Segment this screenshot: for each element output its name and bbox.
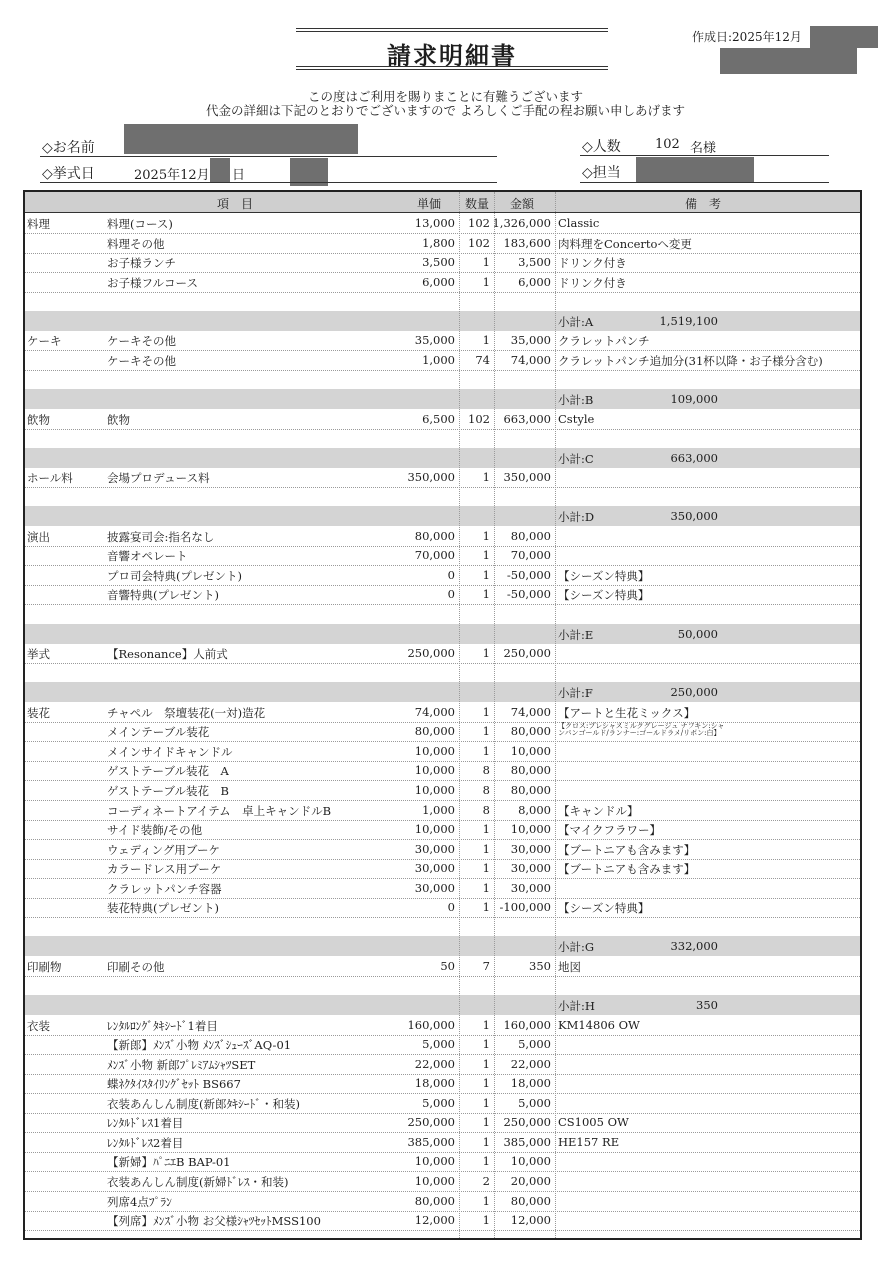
table-row (25, 1073, 860, 1094)
item-cell: メインサイドキャンドル (107, 744, 233, 759)
people-underline (580, 155, 829, 156)
qty-cell: 1 (482, 841, 490, 856)
qty-cell: 1 (482, 646, 490, 661)
note-cell: クラレットパンチ追加分(31杯以降・お子様分含む) (558, 353, 823, 368)
redaction-block (124, 124, 358, 154)
item-cell: ケーキその他 (107, 353, 176, 368)
price-cell: 10,000 (414, 782, 455, 797)
item-cell: お子様フルコース (107, 275, 198, 290)
category-cell: 装花 (27, 705, 50, 720)
note-cell: 【キャンドル】 (558, 803, 639, 818)
page-title: 請求明細書 (387, 41, 517, 70)
item-cell: 披露宴司会:指名なし (107, 529, 215, 544)
price-cell: 385,000 (407, 1134, 455, 1149)
note-cell: 地図 (558, 959, 581, 974)
amount-cell: -50,000 (506, 567, 551, 582)
amount-cell: 30,000 (510, 841, 551, 856)
item-cell: 衣装あんしん制度(新郎ﾀｷｼｰﾄﾞ・和装) (107, 1096, 300, 1111)
qty-cell: 1 (482, 587, 490, 602)
table-row (25, 1112, 860, 1133)
item-cell: 会場プロデュース料 (107, 471, 210, 486)
note-cell: 【ブートニアも含みます】 (558, 862, 696, 877)
amount-cell: 6,000 (518, 274, 551, 289)
price-cell: 10,000 (414, 743, 455, 758)
note-cell: 【マイクフラワー】 (558, 823, 662, 838)
table-row (25, 1093, 860, 1114)
price-cell: 3,500 (422, 255, 455, 270)
amount-cell: -100,000 (499, 900, 551, 915)
table-row (25, 897, 860, 918)
redaction-block (720, 48, 857, 74)
qty-cell: 1 (482, 1115, 490, 1130)
table-row (25, 839, 860, 860)
price-cell: 160,000 (407, 1017, 455, 1032)
price-cell: 80,000 (414, 724, 455, 739)
item-cell: 装花特典(プレゼント) (107, 901, 220, 916)
table-row (25, 1171, 860, 1192)
subtotal-row (25, 448, 860, 468)
blank-row (25, 487, 860, 508)
table-row (25, 819, 860, 840)
qty-cell: 1 (482, 724, 490, 739)
amount-cell: 8,000 (518, 802, 551, 817)
price-cell: 22,000 (414, 1056, 455, 1071)
qty-cell: 1 (482, 1037, 490, 1052)
item-cell: ゲストテーブル装花 A (107, 764, 229, 779)
amount-cell: 35,000 (510, 333, 551, 348)
subtotal-value: 663,000 (670, 450, 718, 465)
table-row (25, 233, 860, 254)
item-cell: 蝶ﾈｸﾀｲｽﾀｲﾘﾝｸﾞｾｯﾄ BS667 (107, 1077, 241, 1092)
amount-cell: 12,000 (510, 1213, 551, 1228)
header-price: 単価 (417, 197, 442, 211)
price-cell: 80,000 (414, 528, 455, 543)
category-cell: 料理 (27, 217, 50, 231)
blank-row (25, 369, 860, 390)
price-cell: 80,000 (414, 1193, 455, 1208)
table-row (25, 545, 860, 566)
note-cell: 肉料理をConcertoへ変更 (558, 236, 692, 251)
qty-cell: 1 (482, 1095, 490, 1110)
price-cell: 250,000 (407, 646, 455, 661)
price-cell: 1,800 (422, 235, 455, 250)
price-cell: 6,500 (422, 411, 455, 426)
qty-cell: 1 (482, 528, 490, 543)
qty-cell: 1 (482, 704, 490, 719)
amount-cell: 385,000 (503, 1134, 551, 1149)
table-row (25, 760, 860, 781)
price-cell: 12,000 (414, 1213, 455, 1228)
item-cell: カラードレス用ブーケ (107, 862, 222, 877)
table-row (25, 1015, 860, 1036)
redaction-block (810, 26, 878, 48)
amount-cell: 160,000 (503, 1017, 551, 1032)
subtotal-row (25, 682, 860, 702)
price-cell: 13,000 (414, 216, 455, 230)
table-row (25, 956, 860, 977)
amount-cell: 350 (529, 958, 551, 973)
redaction-block (210, 158, 230, 182)
amount-cell: 250,000 (503, 646, 551, 661)
blank-row (25, 917, 860, 938)
amount-cell: 3,500 (518, 255, 551, 270)
price-cell: 5,000 (422, 1095, 455, 1110)
staff-underline (580, 182, 829, 183)
category-cell: 飲物 (27, 412, 50, 427)
column-divider (494, 192, 495, 1238)
price-cell: 0 (447, 900, 455, 915)
amount-cell: 18,000 (510, 1076, 551, 1091)
blank-row (25, 975, 860, 996)
title-rule-bottom-2 (296, 69, 608, 70)
qty-cell: 1 (482, 1076, 490, 1091)
subtotal-label: 小計:D (558, 510, 595, 525)
table-row (25, 1151, 860, 1172)
item-cell: 【新婦】ﾊﾟﾆｴB BAP-01 (107, 1155, 231, 1170)
subtotal-row (25, 311, 860, 331)
table-row (25, 741, 860, 762)
qty-cell: 1 (482, 470, 490, 485)
subtotal-row (25, 389, 860, 409)
table-row (25, 800, 860, 821)
price-cell: 350,000 (407, 470, 455, 485)
subtotal-value: 350 (696, 998, 718, 1012)
table-row (25, 1054, 860, 1075)
table-row (25, 878, 860, 899)
note-cell: 【シーズン特典】 (558, 901, 650, 916)
table-row (25, 1034, 860, 1055)
amount-cell: 10,000 (510, 822, 551, 837)
table-header (25, 192, 860, 213)
header-qty: 数量 (465, 197, 490, 211)
item-cell: 料理その他 (107, 236, 165, 251)
qty-cell: 1 (482, 1193, 490, 1208)
table-row (25, 780, 860, 801)
table-row (25, 858, 860, 879)
column-divider (555, 192, 556, 1238)
item-cell: 【Resonance】人前式 (107, 647, 228, 662)
amount-cell: 663,000 (503, 411, 551, 426)
table-row (25, 702, 860, 723)
amount-cell: 22,000 (510, 1056, 551, 1071)
table-row (25, 252, 860, 273)
redaction-block (636, 157, 754, 183)
subtotal-label: 小計:B (558, 392, 594, 407)
qty-cell: 1 (482, 548, 490, 563)
price-cell: 30,000 (414, 841, 455, 856)
note-cell: 【ブートニアも含みます】 (558, 842, 696, 857)
amount-cell: 5,000 (518, 1037, 551, 1052)
subtotal-label: 小計:F (558, 686, 593, 701)
qty-cell: 1 (482, 900, 490, 915)
table-row (25, 330, 860, 351)
qty-cell: 1 (482, 1017, 490, 1032)
note-cell: 【クロス:プレシャスミルクグレージュ ナフキン:シャンパンゴールド/ランナー:ゴールドラメ/リボン:白】 (558, 722, 725, 738)
table-row (25, 409, 860, 430)
subtotal-row (25, 995, 860, 1015)
amount-cell: 70,000 (510, 548, 551, 563)
price-cell: 0 (447, 587, 455, 602)
subtotal-value: 50,000 (677, 626, 718, 641)
subtotal-value: 250,000 (670, 685, 718, 700)
category-cell: 印刷物 (27, 959, 62, 974)
amount-cell: 10,000 (510, 1154, 551, 1169)
qty-cell: 8 (482, 763, 490, 778)
invoice-table (23, 190, 862, 1240)
item-cell: 【新郎】ﾒﾝｽﾞ小物 ﾒﾝｽﾞｼｭｰｽﾞAQ-01 (107, 1038, 292, 1053)
amount-cell: 80,000 (510, 782, 551, 797)
staff-label: ◇担当 (582, 165, 621, 181)
people-unit: 名様 (690, 141, 717, 156)
price-cell: 10,000 (414, 1173, 455, 1188)
item-cell: 印刷その他 (107, 959, 165, 974)
item-cell: ウェディング用ブーケ (107, 842, 221, 857)
table-row (25, 565, 860, 586)
item-cell: 【列席】ﾒﾝｽﾞ小物 お父様ｼｬﾂｾｯﾄMSS100 (107, 1214, 321, 1229)
amount-cell: 5,000 (518, 1095, 551, 1110)
amount-cell: 80,000 (510, 724, 551, 739)
amount-cell: -50,000 (506, 587, 551, 602)
subtotal-row (25, 506, 860, 526)
amount-cell: 183,600 (503, 235, 551, 250)
qty-cell: 74 (475, 352, 490, 367)
item-cell: プロ司会特典(プレゼント) (107, 568, 243, 583)
amount-cell: 30,000 (510, 861, 551, 876)
subtotal-label: 小計:A (558, 314, 594, 329)
item-cell: コーディネートアイテム 卓上キャンドルB (107, 803, 332, 818)
blank-row (25, 604, 860, 625)
price-cell: 6,000 (422, 274, 455, 289)
note-cell: ドリンク付き (558, 256, 627, 271)
amount-cell: 80,000 (510, 1193, 551, 1208)
price-cell: 10,000 (414, 1154, 455, 1169)
ceremony-date-suffix: 日 (232, 168, 246, 183)
note-cell: 【シーズン特典】 (558, 568, 650, 583)
qty-cell: 102 (468, 235, 490, 250)
note-cell: 【アートと生花ミックス】 (558, 705, 696, 720)
qty-cell: 1 (482, 1056, 490, 1071)
item-cell: クラレットパンチ容器 (107, 881, 222, 896)
price-cell: 35,000 (414, 333, 455, 348)
intro-line-2: 代金の詳細は下記のとおりでございますので よろしくご手配の程お願い申しあげます (206, 103, 685, 118)
blank-row (25, 291, 860, 312)
item-cell: ﾒﾝｽﾞ小物 新郎ﾌﾟﾚﾐｱﾑｼｬﾂSET (107, 1057, 256, 1072)
note-cell: Cstyle (558, 411, 595, 426)
table-row (25, 213, 860, 234)
price-cell: 30,000 (414, 861, 455, 876)
subtotal-label: 小計:C (558, 451, 594, 466)
price-cell: 10,000 (414, 822, 455, 837)
subtotal-value: 109,000 (670, 391, 718, 406)
subtotal-row (25, 936, 860, 956)
qty-cell: 1 (482, 333, 490, 348)
price-cell: 5,000 (422, 1037, 455, 1052)
name-label: ◇お名前 (42, 140, 95, 156)
note-cell: HE157 RE (558, 1134, 620, 1149)
item-cell: ﾚﾝﾀﾙﾄﾞﾚｽ2着目 (107, 1135, 184, 1150)
subtotal-value: 1,519,100 (659, 313, 718, 328)
item-cell: 列席4点ﾌﾟﾗﾝ (107, 1194, 172, 1209)
ceremony-date-prefix: 2025年12月 (134, 168, 210, 183)
qty-cell: 1 (482, 822, 490, 837)
category-cell: 演出 (27, 529, 50, 544)
qty-cell: 1 (482, 255, 490, 270)
subtotal-row (25, 624, 860, 644)
price-cell: 50 (440, 958, 455, 973)
title-rule-bottom (296, 66, 608, 67)
header-item: 項 目 (217, 197, 254, 211)
subtotal-value: 332,000 (670, 939, 718, 954)
subtotal-label: 小計:E (558, 627, 594, 642)
blank-row (25, 663, 860, 684)
qty-cell: 1 (482, 1154, 490, 1169)
price-cell: 74,000 (414, 704, 455, 719)
amount-cell: 250,000 (503, 1115, 551, 1130)
date-underline (40, 182, 497, 183)
qty-cell: 1 (482, 1134, 490, 1149)
note-cell: Classic (558, 216, 600, 230)
item-cell: ﾚﾝﾀﾙﾄﾞﾚｽ1着目 (107, 1116, 184, 1131)
qty-cell: 2 (482, 1173, 490, 1188)
amount-cell: 74,000 (510, 704, 551, 719)
table-row (25, 350, 860, 371)
table-row (25, 467, 860, 488)
qty-cell: 7 (482, 958, 490, 973)
amount-cell: 30,000 (510, 880, 551, 895)
header-note: 備 考 (685, 197, 722, 211)
ceremony-date-label: ◇挙式日 (42, 166, 95, 182)
subtotal-label: 小計:G (558, 940, 595, 955)
item-cell: サイド装飾/その他 (107, 823, 203, 838)
price-cell: 30,000 (414, 880, 455, 895)
amount-cell: 10,000 (510, 743, 551, 758)
qty-cell: 1 (482, 1213, 490, 1228)
category-cell: 挙式 (27, 647, 50, 662)
subtotal-label: 小計:H (558, 999, 595, 1013)
item-cell: お子様ランチ (107, 256, 176, 271)
people-label: ◇人数 (582, 139, 621, 155)
item-cell: チャペル 祭壇装花(一対)造花 (107, 705, 266, 720)
note-cell: 【シーズン特典】 (558, 588, 650, 603)
price-cell: 250,000 (407, 1115, 455, 1130)
table-row (25, 272, 860, 293)
name-underline (40, 156, 497, 157)
blank-row (25, 428, 860, 449)
price-cell: 1,000 (422, 352, 455, 367)
subtotal-value: 350,000 (670, 509, 718, 524)
amount-cell: 80,000 (510, 763, 551, 778)
item-cell: 音響オペレート (107, 549, 188, 564)
qty-cell: 8 (482, 782, 490, 797)
price-cell: 70,000 (414, 548, 455, 563)
item-cell: 飲物 (107, 412, 130, 427)
table-row (25, 721, 860, 742)
header-amount: 金額 (510, 197, 535, 211)
qty-cell: 1 (482, 880, 490, 895)
qty-cell: 102 (468, 216, 490, 230)
category-cell: ホール料 (27, 471, 73, 486)
amount-cell: 20,000 (510, 1173, 551, 1188)
price-cell: 10,000 (414, 763, 455, 778)
qty-cell: 1 (482, 743, 490, 758)
price-cell: 1,000 (422, 802, 455, 817)
title-rule-top (296, 28, 608, 29)
qty-cell: 8 (482, 802, 490, 817)
item-cell: ﾚﾝﾀﾙﾛﾝｸﾞﾀｷｼｰﾄﾞ1着目 (107, 1018, 218, 1033)
amount-cell: 1,326,000 (492, 216, 551, 230)
price-cell: 0 (447, 567, 455, 582)
created-date: 作成日:2025年12月 (692, 30, 802, 44)
table-row (25, 1132, 860, 1153)
item-cell: ケーキその他 (107, 334, 176, 349)
price-cell: 18,000 (414, 1076, 455, 1091)
item-cell: 音響特典(プレゼント) (107, 588, 220, 603)
item-cell: 衣装あんしん制度(新婦ﾄﾞﾚｽ・和装) (107, 1174, 289, 1189)
note-cell: KM14806 OW (558, 1017, 640, 1032)
qty-cell: 1 (482, 274, 490, 289)
amount-cell: 80,000 (510, 528, 551, 543)
table-row (25, 643, 860, 664)
category-cell: 衣装 (27, 1018, 50, 1033)
amount-cell: 350,000 (503, 470, 551, 485)
column-divider (459, 192, 460, 1238)
note-cell: CS1005 OW (558, 1115, 629, 1130)
note-cell: ドリンク付き (558, 275, 627, 290)
item-cell: メインテーブル装花 (107, 725, 210, 740)
table-row (25, 1191, 860, 1212)
item-cell: 料理(コース) (107, 217, 173, 231)
amount-cell: 74,000 (510, 352, 551, 367)
table-row (25, 584, 860, 605)
note-cell: クラレットパンチ (558, 334, 650, 349)
table-row (25, 1210, 860, 1231)
qty-cell: 1 (482, 861, 490, 876)
category-cell: ケーキ (27, 334, 62, 349)
title-rule-top-2 (296, 31, 608, 32)
intro-line-1: この度はご利用を賜りまことに有難うございます (307, 89, 583, 104)
item-cell: ゲストテーブル装花 B (107, 783, 229, 798)
qty-cell: 1 (482, 567, 490, 582)
people-value: 102 (655, 137, 680, 152)
qty-cell: 102 (468, 411, 490, 426)
table-row (25, 526, 860, 547)
